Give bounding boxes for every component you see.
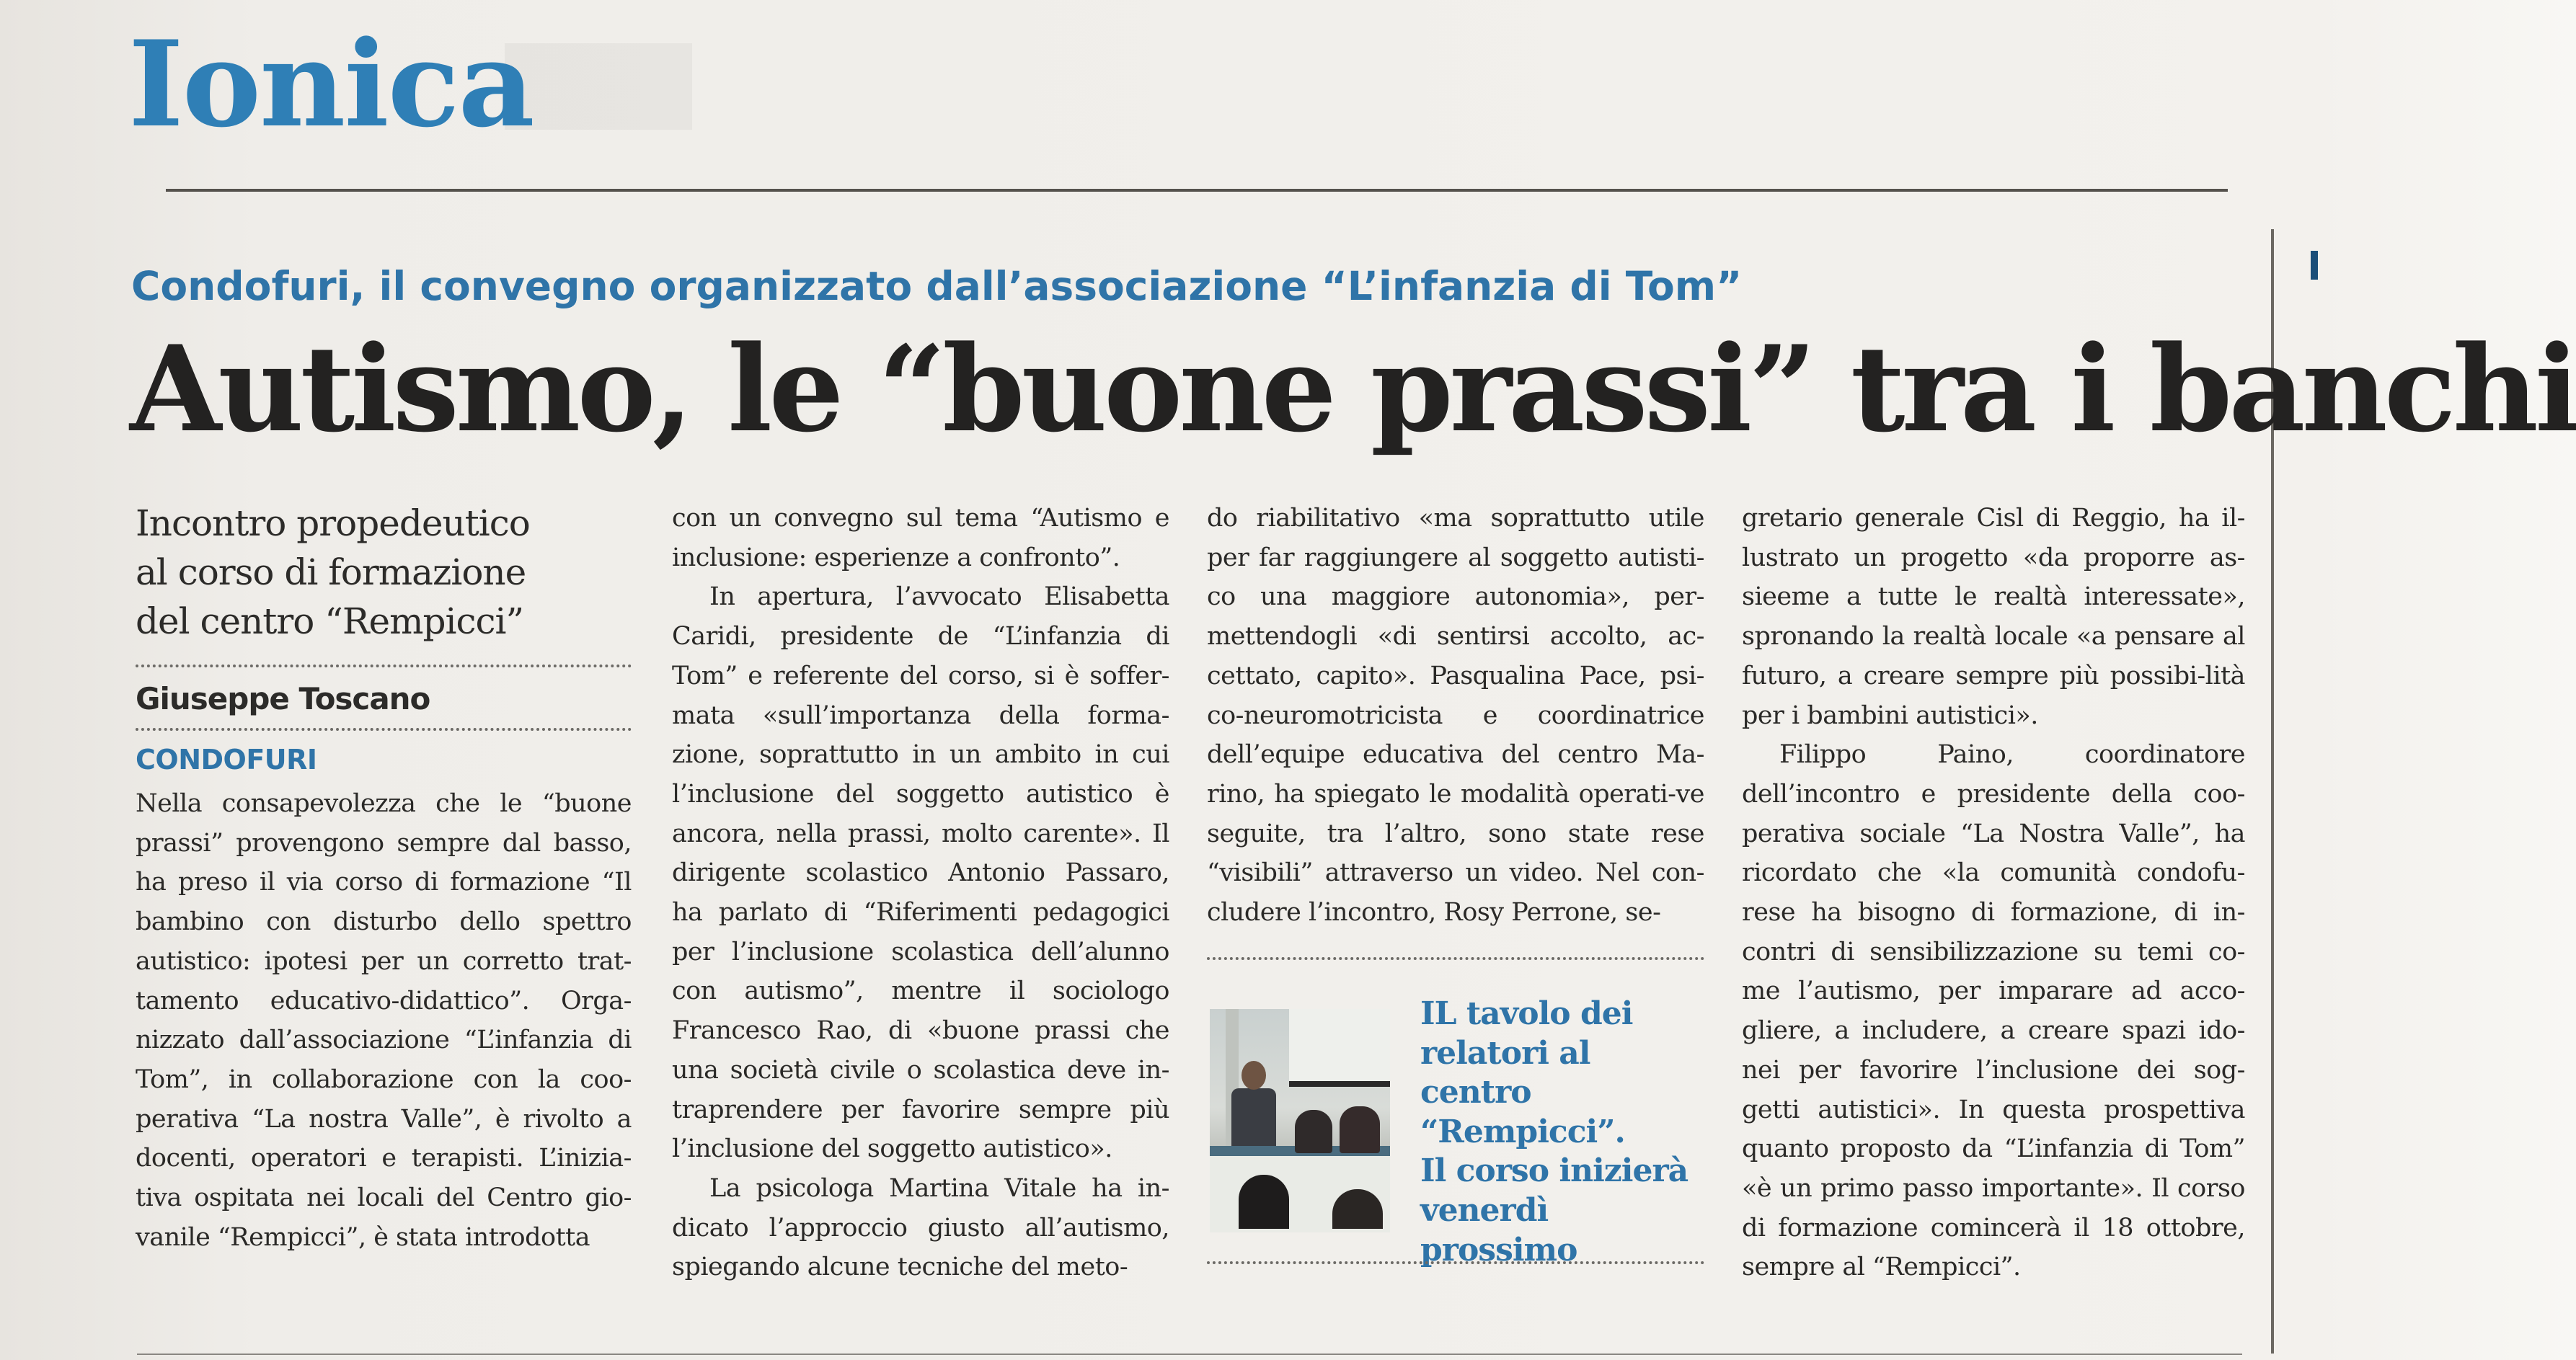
text-line: tamento educativo-didattico”. Orga- [136,986,632,1015]
body-paragraph [1742,499,2245,735]
body-paragraph [672,577,1169,1169]
text-line: dirigente scolastico Antonio Passaro, [672,858,1169,888]
text-line: con un convegno sul tema “Autismo e [672,504,1169,533]
text-line: co-neuromotricista e coordinatrice [1207,701,1704,730]
article-headline: Autismo, le “buone prassi” tra i banchi [130,319,2576,458]
text-line: di Tom”, in collaborazione con la coo- [136,1026,632,1094]
text-line: sieeme a tutte le realtà interessate», [1742,582,2245,612]
text-line: gretario generale Cisl di Reggio, ha il- [1742,504,2245,533]
photo-audience-head [1239,1175,1289,1229]
text-line: al futuro, a creare sempre più possibi- [1742,622,2245,690]
text-line: tiva ospitata nei locali del Centro gio- [136,1183,632,1213]
text-line: per l’inclusione scolastica dell’alunno [672,937,1169,966]
section-title: Ionica [128,14,534,154]
bottom-rule [137,1354,2242,1355]
text-line: Nella consapevolezza che le “buone [136,789,632,818]
text-line: rese ha bisogno di formazione, di in- [1742,898,2245,928]
text-line: “visibili” attraverso un video. Nel con- [1207,858,1704,888]
photo-person [1340,1106,1380,1153]
photo-screen-frame [1289,1081,1390,1087]
caption-line: prossimo [1420,1231,1577,1268]
article-column-1 [136,499,632,1257]
text-line: La psicologa Martina Vitale ha in- [709,1173,1169,1203]
text-line: dell’equipe educativa del centro Ma- [1207,740,1704,770]
body-paragraph [1207,499,1704,933]
body-paragraph [672,499,1169,577]
text-line: dicato l’approccio giusto all’autismo, [672,1213,1169,1243]
author-byline: Giuseppe Toscano [136,681,430,716]
text-line: Il corso di formazione comincerà il 18 [1742,1173,2245,1243]
text-line: co una maggiore autonomia», per- [1207,582,1704,612]
text-line: Francesco Rao, di «buone prassi che [672,1016,1169,1046]
text-line: Caridi, presidente de “L’infanzia di [672,622,1169,652]
text-line: l’inclusione del soggetto autistico». [672,1134,1112,1164]
text-line: zione, soprattutto in un ambito in cui [672,740,1169,770]
text-line: getti autistici». In questa prospettiva [1742,1095,2245,1124]
text-line: docenti, operatori e terapisti. L’inizia- [136,1144,632,1173]
caption-line: IL tavolo dei [1420,995,1633,1032]
article-subheadline [136,499,632,646]
article-column-4 [1742,499,2245,1287]
dotted-divider [1207,957,1704,960]
text-line: In apertura, l’avvocato Elisabetta [709,582,1169,612]
section-divider [166,189,2228,192]
text-line: cludere l’incontro, Rosy Perrone, se- [1207,898,1661,928]
dotted-divider [136,728,632,731]
photo-screen [1289,1009,1390,1085]
article-photo [1210,1009,1390,1229]
text-line: perativa “La nostra Valle”, è rivolto a [136,1104,632,1134]
text-line: ve seguite, tra l’altro, sono state rese [1207,779,1704,848]
text-line: una società civile o scolastica deve in- [672,1055,1169,1085]
text-line: Tom” e referente del corso, si è soffer- [672,661,1169,690]
caption-line: “Rempicci”. [1420,1113,1625,1150]
text-line: mettendogli «di sentirsi accolto, ac- [1207,622,1704,652]
text-line: lustrato un progetto «da proporre as- [1742,543,2245,572]
text-line: per far raggiungere al soggetto autisti- [1207,543,1704,572]
text-line: mata «sull’importanza della forma- [672,701,1169,730]
text-line: inclusione: esperienze a confronto”. [672,543,1120,572]
text-line: rino, ha spiegato le modalità operati- [1207,779,1676,809]
text-line: perativa sociale “La Nostra Valle”, ha [1742,819,2245,848]
dotted-divider [1207,1261,1704,1264]
article-column-3 [1207,499,1704,960]
caption-line: relatori al centro [1420,1034,1590,1111]
text-line: Tom” «è un primo passo importante». [1742,1134,2245,1203]
text-line: lità per i bambini autistici». [1742,661,2245,730]
text-line: ha preso il via corso di formazione “Il [136,868,632,897]
text-line: con autismo”, mentre il sociologo [672,977,1169,1006]
article-kicker: Condofuri, il convegno organizzato dall’associazione “L’infanzia di Tom” [131,263,1743,309]
caption-line: Il corso inizierà [1420,1152,1688,1190]
photo-speaker-head [1241,1061,1266,1090]
text-line: spronando la realtà locale «a pensare [1742,622,2215,652]
text-line: dell’incontro e presidente della coo- [1742,779,2245,809]
text-line: bambino con disturbo dello spettro [136,907,632,937]
text-line: ottobre, sempre al “Rempicci”. [1742,1213,2245,1282]
text-line: contri di sensibilizzazione su temi co- [1742,937,2245,966]
subheadline-line: al corso di formazione [136,551,526,593]
article-column-2 [672,499,1169,1287]
page-edge-mark [2311,251,2318,280]
text-line: ha parlato di “Riferimenti pedagogici [672,898,1169,928]
text-line: spiegando alcune tecniche del meto- [672,1253,1128,1282]
text-line: quanto proposto da “L’infanzia di [1742,1134,2169,1164]
text-line: prassi” provengono sempre dal basso, [136,828,632,858]
body-paragraph [1742,735,2245,1287]
text-line: me l’autismo, per imparare ad acco- [1742,977,2245,1006]
text-line: traprendere per favorire sempre più [672,1095,1169,1124]
dateline: CONDOFURI [136,744,317,775]
text-line: l’inclusione del soggetto autistico è [672,779,1169,809]
dotted-divider [136,665,632,667]
body-paragraph [136,784,632,1257]
text-line: nei per favorire l’inclusione dei sog- [1742,1055,2245,1085]
text-line: do riabilitativo «ma soprattutto utile [1207,504,1704,533]
text-line: gliere, a includere, a creare spazi ido- [1742,1016,2245,1046]
text-line: vanile “Rempicci”, è stata introdotta [136,1222,590,1252]
photo-caption [1420,995,1709,1270]
body-paragraph [672,1169,1169,1287]
text-line: cettato, capito». Pasqualina Pace, psi- [1207,661,1704,690]
text-line: Filippo Paino, coordinatore [1779,740,2245,770]
text-line: nizzato dall’associazione “L’infanzia [136,1026,593,1055]
subheadline-line: Incontro propedeutico [136,502,530,544]
caption-line: venerdì [1420,1191,1549,1229]
photo-person [1295,1110,1332,1153]
text-line: ancora, nella prassi, molto carente». Il [672,819,1169,848]
text-line: ricordato che «la comunità condofu- [1742,858,2245,888]
subheadline-line: del centro “Rempicci” [136,600,524,642]
text-line: autistico: ipotesi per un corretto trat- [136,946,632,976]
